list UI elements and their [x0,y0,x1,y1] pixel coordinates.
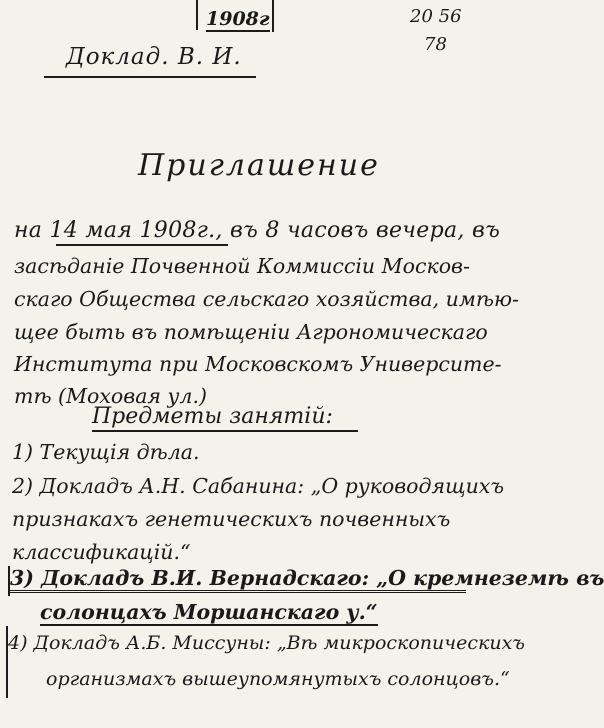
year-frame-left [196,0,198,30]
body-line-6: тѣ (Моховая ул.) [14,384,207,408]
agenda-item-4-line-2: организмахъ вышеупомянутыхъ солонцовъ.“ [46,668,510,690]
report-label: Доклад. В. И. [66,44,242,70]
agenda-item-3-line-2: солонцахъ Моршанскаго у.“ [40,600,378,624]
report-label-underline [44,76,256,78]
date-underline [56,244,228,246]
body-line-2: засѣданіе Почвенной Коммиссіи Москов- [14,254,470,278]
body-line-4: щее быть въ помѣщеніи Агрономическаго [14,320,488,344]
agenda-item-2-line-2: признакахъ генетическихъ почвенныхъ [12,507,451,531]
year-label: 1908г [206,8,270,30]
subjects-heading-underline [92,430,358,432]
body-line-1: на 14 мая 1908г., въ 8 часовъ вечера, въ [14,218,501,243]
year-frame-right [272,0,274,32]
agenda-item-2-line-1: 2) Докладъ А.Н. Сабанина: „О руководящихъ [12,474,505,498]
document-title: Приглашение [138,148,380,183]
agenda-item-4-line-1: 4) Докладъ А.Б. Миссуны: „Вѣ микроскопическихъ [8,632,525,654]
agenda-item-3-line-1: 3) Докладъ В.И. Вернадскаго: „О кремнеземѣ въ [10,566,466,593]
body-line-3: скаго Общества сельскаго хозяйства, имѣю- [14,287,519,311]
agenda-item-3-bracket [8,566,10,596]
agenda-item-1: 1) Текущія дѣла. [12,440,200,464]
subjects-heading: Предметы занятій: [92,404,333,429]
body-line-5: Института при Московскомъ Университе- [14,352,502,376]
agenda-item-2-line-3: классификацій.“ [12,540,191,564]
archive-number-top: 20 56 [410,6,462,27]
agenda-item-4-bracket [6,626,8,698]
archive-number-bottom: 78 [424,34,447,55]
